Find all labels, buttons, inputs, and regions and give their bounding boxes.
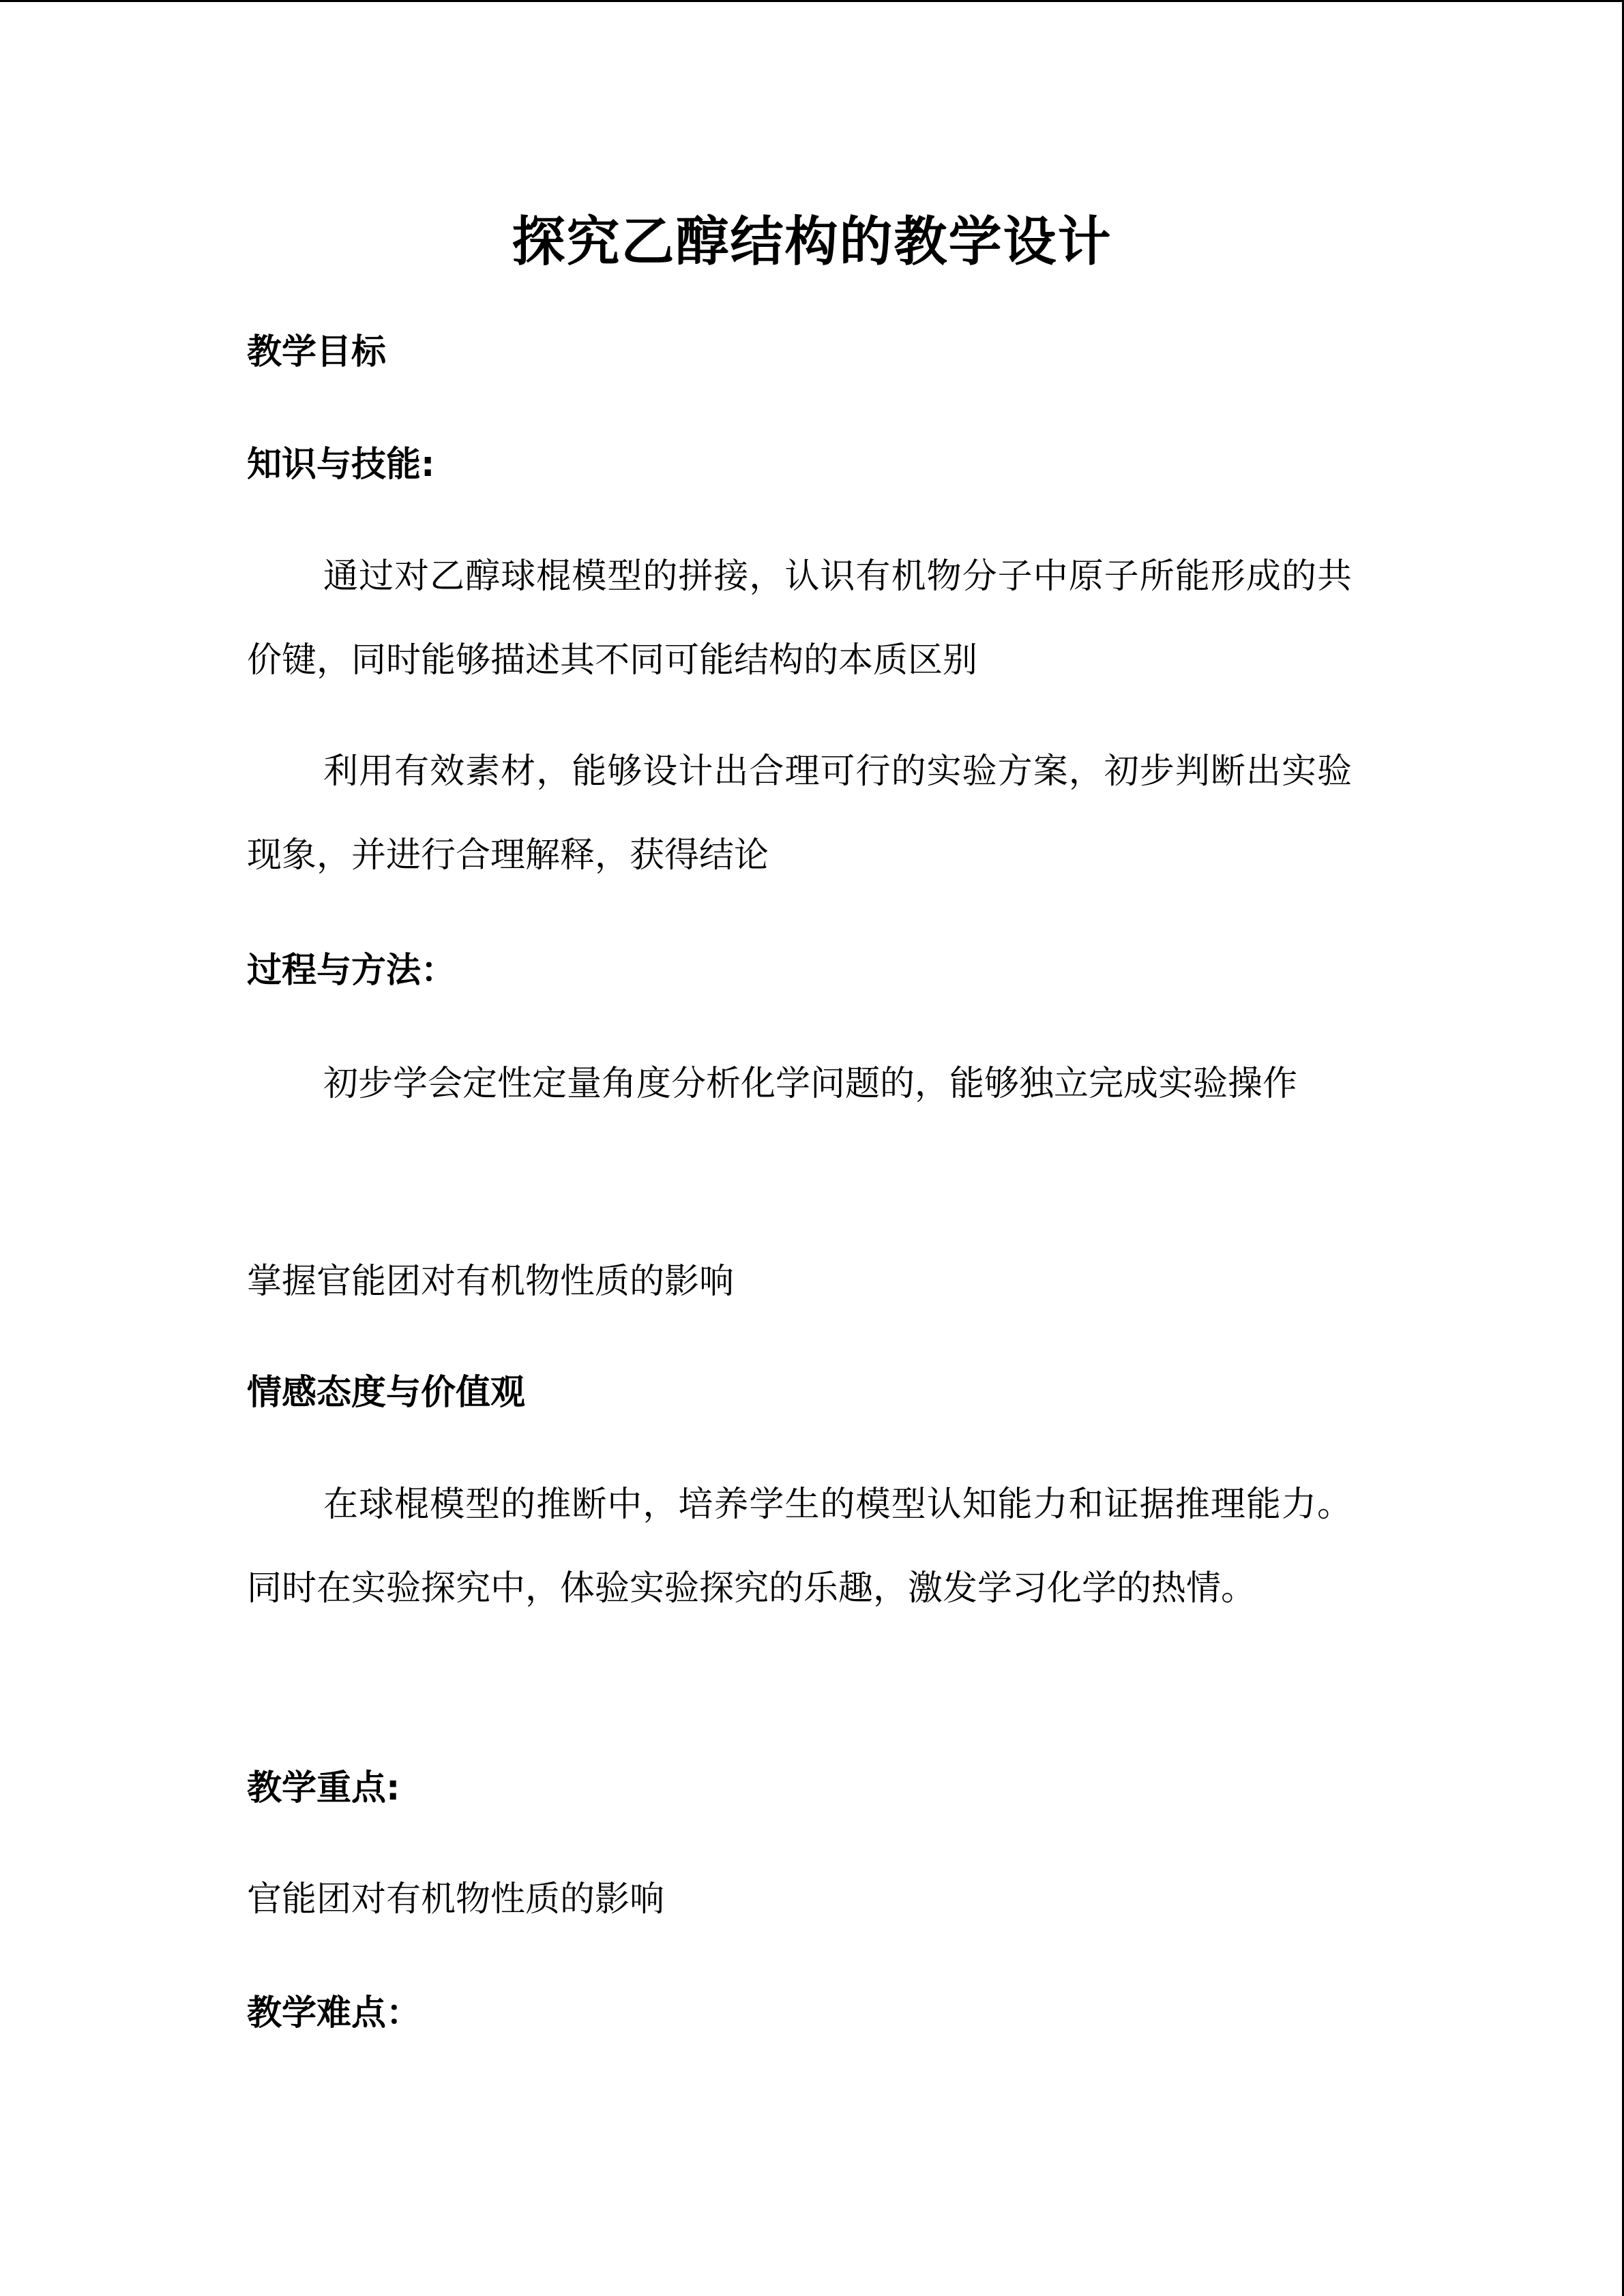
section-heading-objectives: 教学目标 [247, 332, 387, 372]
section-heading-key-points: 教学重点: [247, 1768, 400, 1808]
emotion-paragraph: 在球棍模型的推断中，培养学生的模型认知能力和证据推理能力。同时在实验探究中，体验实验探究的乐趣，激发学习化学的热情。 [247, 1485, 1352, 1609]
document-title: 探究乙醇结构的教学设计 [512, 211, 1112, 273]
knowledge-paragraph-2: 利用有效素材，能够设计出合理可行的实验方案，初步判断出实验现象，并进行合理解释，获得结论 [247, 751, 1352, 876]
section-heading-emotion-values: 情感态度与价值观 [247, 1373, 526, 1413]
section-heading-difficulties: 教学难点： [247, 1993, 422, 2033]
key-points-text: 官能团对有机物性质的影响 [247, 1879, 665, 1920]
knowledge-paragraph-1: 通过对乙醇球棍模型的拼接，认识有机物分子中原子所能形成的共价键，同时能够描述其不同可能结构的本质区别 [247, 556, 1352, 681]
process-paragraph-1: 初步学会定性定量角度分析化学问题的，能够独立完成实验操作 [323, 1064, 1298, 1104]
section-heading-process-methods: 过程与方法： [247, 951, 456, 991]
section-heading-knowledge-skills: 知识与技能: [247, 445, 435, 485]
page-top-border [0, 0, 1624, 2]
process-paragraph-2: 掌握官能团对有机物性质的影响 [247, 1262, 735, 1302]
